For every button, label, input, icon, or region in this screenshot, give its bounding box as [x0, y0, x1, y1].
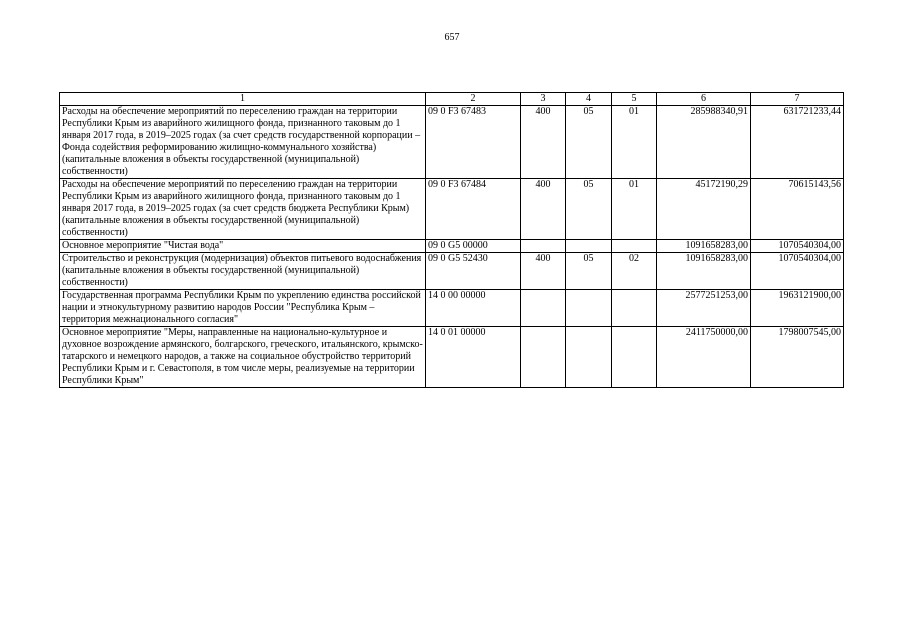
- header-row: [60, 93, 844, 106]
- row-name: Расходы на обеспечение мероприятий по переселению граждан на территории Республики Крым из аварийного жилищного фонда, признанного таковым до 1 января 2017 года, в 2019–2025 годах (за счет средств бюджета Республики Крым) (капитальные вложения в объекты государственной (муниципальной) собственности): [60, 179, 426, 240]
- row-col3: 400: [521, 106, 566, 179]
- row-code: 14 0 00 00000: [426, 290, 521, 327]
- row-name: Основное мероприятие "Меры, направленные на национально-культурное и духовное возрождение армянского, болгарского, греческого, итальянского, крымско-татарского и немецкого народов, а также на социальное обустройство территорий Республики Крым и г. Севастополя, в том числе меры, реализуемые на территории Республики Крым": [60, 327, 426, 388]
- row-col4: [566, 290, 612, 327]
- row-code: 09 0 G5 00000: [426, 240, 521, 253]
- column-header: 6: [657, 93, 751, 106]
- table-row: [60, 253, 844, 290]
- table-row: [60, 106, 844, 179]
- row-col4: 05: [566, 253, 612, 290]
- row-col5: 02: [612, 253, 657, 290]
- row-amount-7: 1070540304,00: [751, 253, 844, 290]
- row-amount-6: 1091658283,00: [657, 240, 751, 253]
- row-code: 14 0 01 00000: [426, 327, 521, 388]
- row-amount-7: 1963121900,00: [751, 290, 844, 327]
- row-amount-7: 631721233,44: [751, 106, 844, 179]
- row-col4: [566, 327, 612, 388]
- table-row: [60, 290, 844, 327]
- row-code: 09 0 F3 67484: [426, 179, 521, 240]
- row-amount-6: 2577251253,00: [657, 290, 751, 327]
- row-amount-7: 1798007545,00: [751, 327, 844, 388]
- row-name: Строительство и реконструкция (модернизация) объектов питьевого водоснабжения (капитальные вложения в объекты государственной (муниципальной) собственности): [60, 253, 426, 290]
- row-col3: 400: [521, 253, 566, 290]
- row-amount-6: 45172190,29: [657, 179, 751, 240]
- row-col3: [521, 240, 566, 253]
- row-amount-7: 70615143,56: [751, 179, 844, 240]
- table-row: [60, 327, 844, 388]
- row-name: Государственная программа Республики Крым по укреплению единства российской нации и этнокультурному развитию народов России "Республика Крым – территория межнационального согласия": [60, 290, 426, 327]
- column-header: 1: [60, 93, 426, 106]
- row-col5: 01: [612, 179, 657, 240]
- budget-table: [59, 92, 844, 388]
- row-col4: [566, 240, 612, 253]
- row-amount-7: 1070540304,00: [751, 240, 844, 253]
- row-name: Основное мероприятие "Чистая вода": [60, 240, 426, 253]
- row-col5: 01: [612, 106, 657, 179]
- row-col4: 05: [566, 106, 612, 179]
- table-row: [60, 179, 844, 240]
- row-col3: 400: [521, 179, 566, 240]
- column-header: 3: [521, 93, 566, 106]
- column-header: 4: [566, 93, 612, 106]
- row-col5: [612, 290, 657, 327]
- row-code: 09 0 G5 52430: [426, 253, 521, 290]
- row-amount-6: 2411750000,00: [657, 327, 751, 388]
- row-col4: 05: [566, 179, 612, 240]
- row-amount-6: 285988340,91: [657, 106, 751, 179]
- row-amount-6: 1091658283,00: [657, 253, 751, 290]
- page-number: 657: [444, 32, 460, 43]
- row-col3: [521, 327, 566, 388]
- row-name: Расходы на обеспечение мероприятий по переселению граждан на территории Республики Крым из аварийного жилищного фонда, признанного таковым до 1 января 2017 года, в 2019–2025 годах (за счет средств государственной корпорации – Фонда содействия реформированию жилищно-коммунального хозяйства) (капитальные вложения в объекты государственной (муниципальной) собственности): [60, 106, 426, 179]
- column-header: 5: [612, 93, 657, 106]
- row-col5: [612, 327, 657, 388]
- row-col5: [612, 240, 657, 253]
- row-col3: [521, 290, 566, 327]
- column-header: 7: [751, 93, 844, 106]
- column-header: 2: [426, 93, 521, 106]
- row-code: 09 0 F3 67483: [426, 106, 521, 179]
- table-row: [60, 240, 844, 253]
